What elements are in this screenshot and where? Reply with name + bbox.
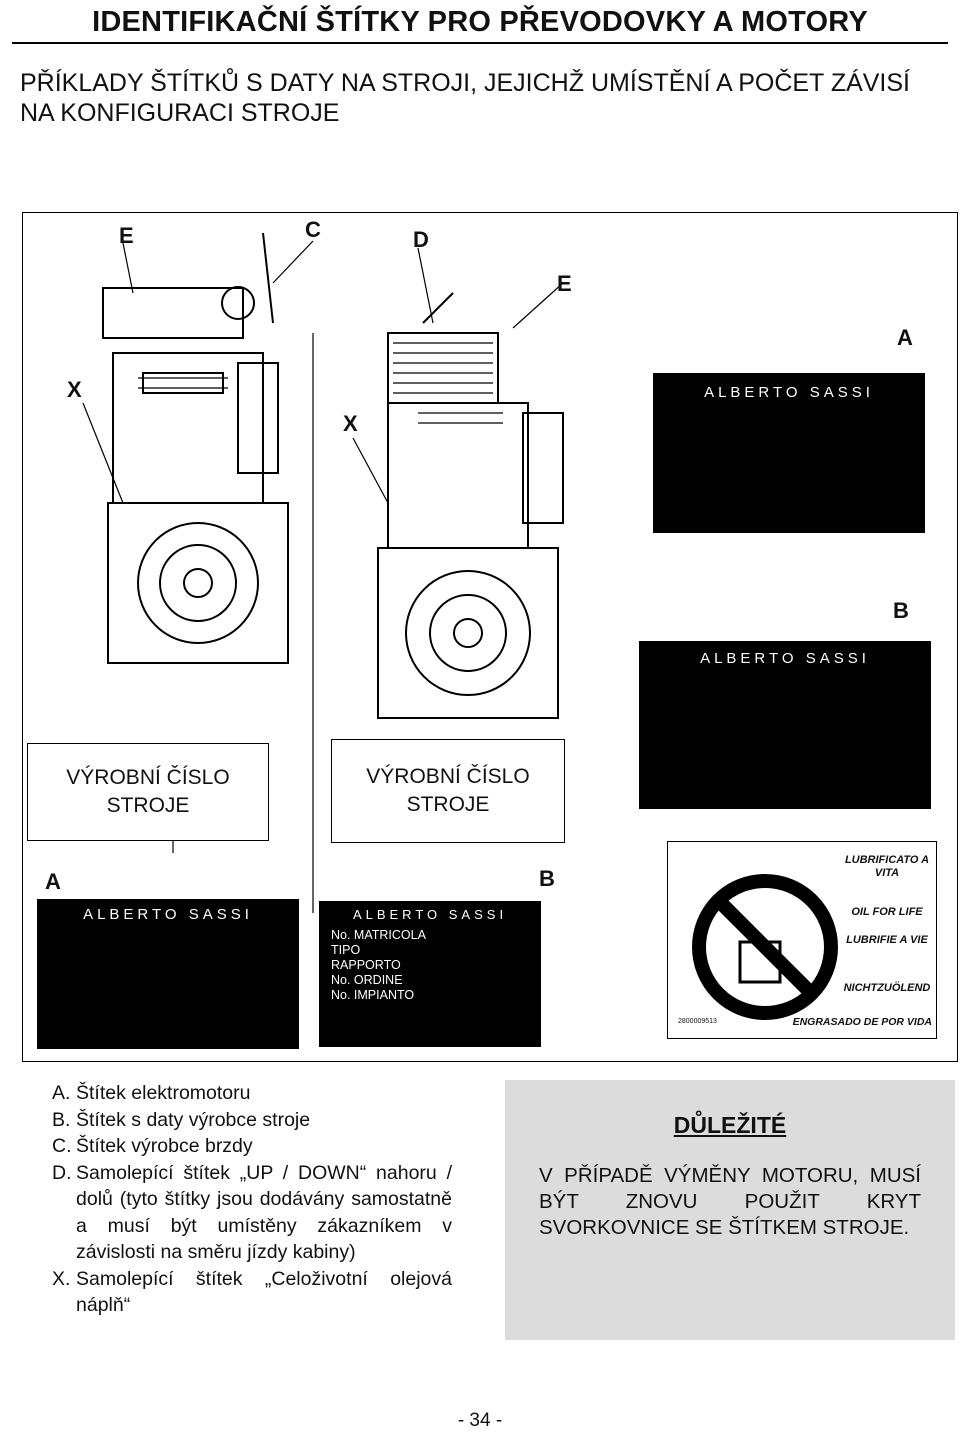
page-subtitle: PŘÍKLADY ŠTÍTKŮ S DATY NA STROJI, JEJICHŽ UMÍSTĚNÍ A POČET ZÁVISÍ NA KONFIGURACI STROJE: [20, 69, 911, 127]
lube-text-fr: LUBRIFIE A VIE: [846, 934, 928, 946]
lubrication-label: [667, 841, 937, 1039]
serial-box-line1: VÝROBNÍ ČÍSLO: [366, 765, 530, 788]
serial-box-line1: VÝROBNÍ ČÍSLO: [66, 766, 230, 789]
plate-line-tipo: TIPO: [331, 943, 361, 957]
callout-letter-c: C: [305, 217, 321, 242]
notice-body: V PŘÍPADĚ VÝMĚNY MOTORU, MUSÍ BÝT ZNOVU POUŽIT KRYT SVORKOVNICE SE ŠTÍTKEM STROJE.: [539, 1164, 921, 1239]
plate-brand: ALBERTO SASSI: [704, 384, 874, 401]
legend-item-text: Štítek s daty výrobce stroje: [76, 1108, 311, 1131]
callout-letter-x-2: X: [343, 411, 358, 436]
no-oil-sign-icon: [690, 872, 840, 1022]
plate-brand: ALBERTO SASSI: [352, 907, 508, 922]
callout-letter-x: X: [67, 377, 82, 402]
title-underline: [12, 42, 948, 44]
figure-frame: [22, 212, 958, 1062]
legend-item: [52, 1133, 452, 1160]
motor-plate-a-bottom: [37, 899, 299, 1049]
machine-serial-box-1: [27, 743, 269, 841]
lube-text-es: ENGRASADO DE POR VIDA: [792, 1016, 932, 1028]
callout-letter-b-2: B: [539, 866, 555, 891]
legend-list: [52, 1080, 452, 1319]
legend-item-label: X.: [52, 1267, 71, 1290]
machine-data-plate-b-bottom: [319, 901, 541, 1047]
plate-b-lines: [331, 928, 541, 1003]
serial-box-line2: STROJE: [106, 794, 190, 817]
legend-item-text: Štítek výrobce brzdy: [76, 1135, 253, 1157]
legend-item: [52, 1080, 452, 1107]
callout-letter-a-2: A: [45, 869, 61, 894]
motor-plate-a-top: [653, 373, 925, 533]
plate-line-rapporto: RAPPORTO: [331, 958, 401, 972]
page-title: IDENTIFIKAČNÍ ŠTÍTKY PRO PŘEVODOVKY A MOTORY: [92, 6, 868, 38]
legend-item: [52, 1160, 452, 1266]
legend-item: [52, 1266, 452, 1319]
callout-letter-e-2: E: [557, 271, 572, 296]
machine-serial-box-2: [331, 739, 565, 843]
legend-item-text: Štítek elektromotoru: [76, 1082, 251, 1104]
legend-item-label: C.: [52, 1135, 72, 1157]
legend-item-text: Samolepící štítek „UP / DOWN“ nahoru / dolů (tyto štítky jsou dodávány samostatně a musí být umístěny zákazníkem v závislosti na směru jízdy kabiny): [76, 1161, 452, 1263]
lube-text-it: LUBRIFICATO A VITA: [844, 854, 930, 879]
callout-letter-e: E: [119, 223, 134, 248]
machine-data-plate-b-top: [639, 641, 931, 809]
lube-text-de: NICHTZUÖLEND: [843, 982, 931, 994]
plate-line-matricola: No. MATRICOLA: [331, 928, 426, 942]
plate-brand: ALBERTO SASSI: [83, 906, 253, 923]
important-notice-box: [505, 1080, 955, 1340]
plate-line-ordine: No. ORDINE: [331, 973, 403, 987]
serial-box-line2: STROJE: [406, 793, 490, 816]
notice-heading: DŮLEŽITÉ: [673, 1112, 787, 1138]
legend-item-label: A.: [52, 1082, 71, 1104]
plate-brand: ALBERTO SASSI: [700, 650, 870, 667]
callout-letter-b: B: [893, 598, 909, 623]
lube-text-en: OIL FOR LIFE: [851, 906, 923, 918]
callout-letter-a: A: [897, 325, 913, 350]
legend-item-text: Samolepící štítek „Celoživotní olejová náplň“: [76, 1267, 452, 1316]
legend-item-label: D.: [52, 1161, 72, 1184]
page-number: - 34 -: [457, 1410, 503, 1431]
callout-letter-d: D: [413, 227, 429, 252]
lube-code: 2800009513: [678, 1018, 717, 1025]
legend-item: [52, 1107, 452, 1134]
legend-item-label: B.: [52, 1108, 71, 1131]
plate-line-impianto: No. IMPIANTO: [331, 988, 415, 1002]
